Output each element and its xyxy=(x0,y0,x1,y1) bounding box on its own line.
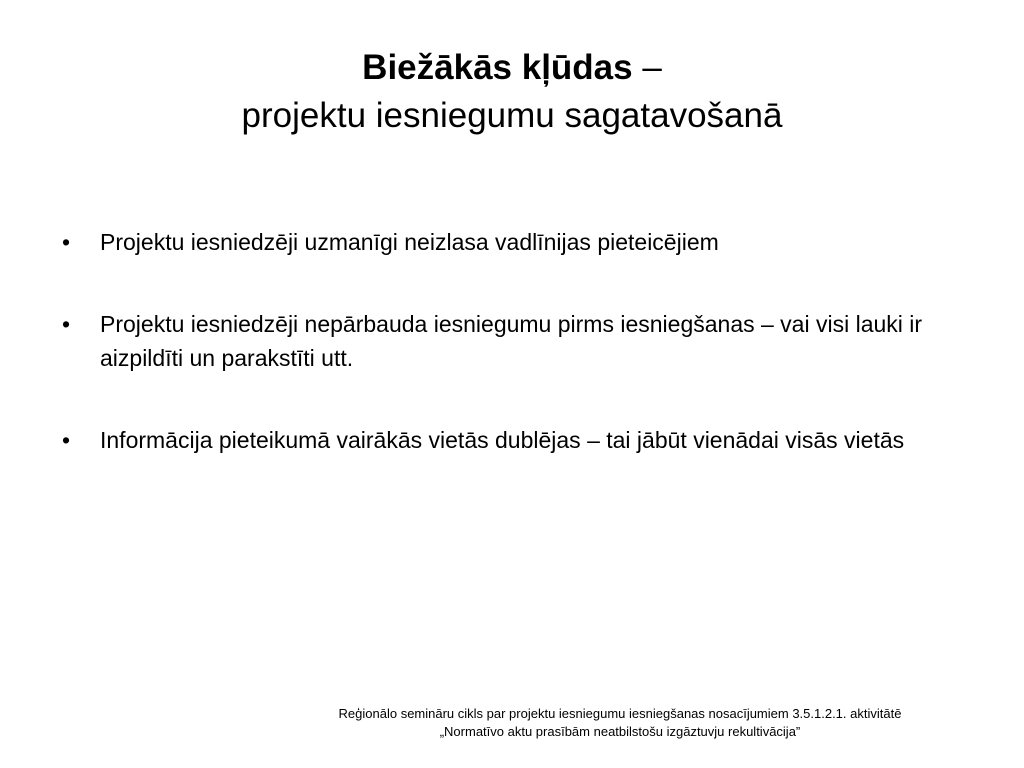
bullet-text: Projektu iesniedzēji uzmanīgi neizlasa vadlīnijas pieteicējiem xyxy=(100,229,719,255)
footer-line-1: Reģionālo semināru cikls par projektu iesniegumu iesniegšanas nosacījumiem 3.5.1.2.1. aktivitātē xyxy=(338,706,902,721)
title-line-1 xyxy=(0,44,1024,92)
bullet-list xyxy=(58,225,958,505)
bullet-dot-icon: • xyxy=(62,311,71,337)
title-dash: – xyxy=(632,48,662,87)
bullet-text: Projektu iesniedzēji nepārbauda iesniegumu pirms iesniegšanas – vai visi lauki ir aizpildīti un parakstīti utt. xyxy=(100,311,923,371)
slide-title xyxy=(0,44,1024,140)
bullet-dot-icon: • xyxy=(62,427,71,453)
bullet-item xyxy=(58,225,958,259)
bullet-item xyxy=(58,423,958,457)
title-line-2: projektu iesniegumu sagatavošanā xyxy=(241,96,783,135)
bullet-text: Informācija pieteikumā vairākās vietās dublējas – tai jābūt vienādai visās vietās xyxy=(100,427,905,453)
bullet-item xyxy=(58,307,958,375)
bullet-dot-icon: • xyxy=(62,229,71,255)
title-bold-text: Biežākās kļūdas xyxy=(362,48,633,87)
footer-line-2: „Normatīvo aktu prasībām neatbilstošu izgāztuvju rekultivācija” xyxy=(439,724,801,739)
slide-footer xyxy=(300,705,940,741)
